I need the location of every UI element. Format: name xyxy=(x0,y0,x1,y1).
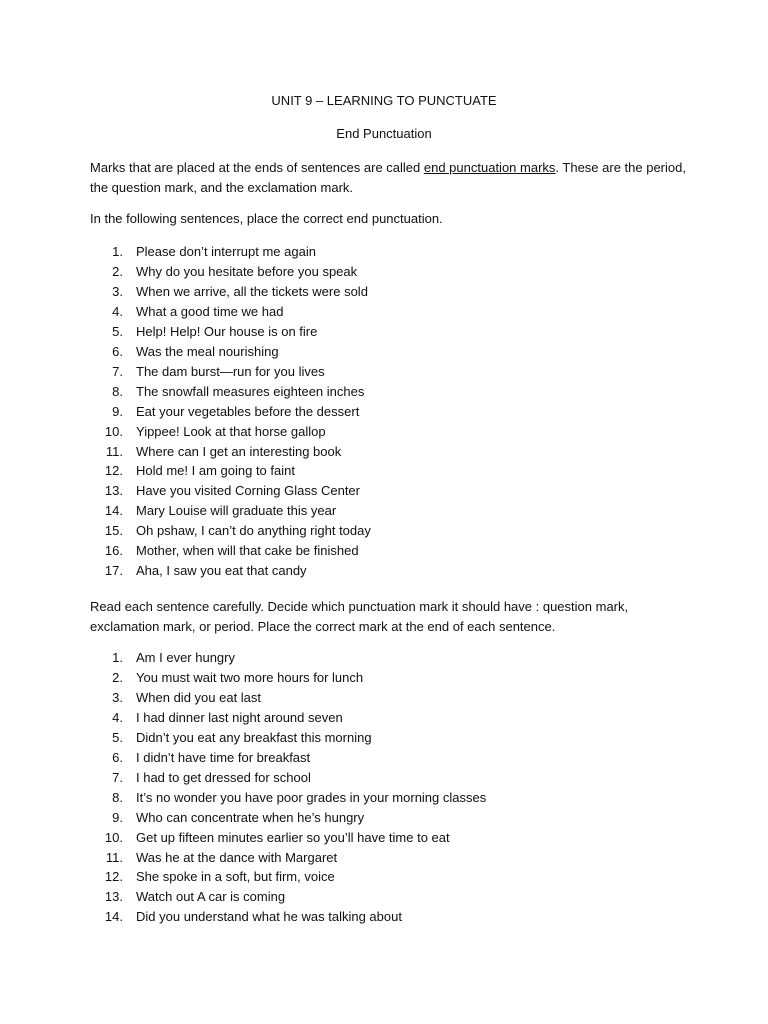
item-number: 12. xyxy=(104,869,123,885)
item-number: 1. xyxy=(112,650,123,665)
item-number: 8. xyxy=(112,383,123,399)
item-number: 14. xyxy=(104,503,123,519)
item-sentence: Why do you hesitate before you speak xyxy=(136,263,358,279)
intro-text-end: . These are the period, the question mark, and the exclamation mark. xyxy=(90,160,686,195)
item-sentence: Am I ever hungry xyxy=(136,650,235,665)
item-number: 3. xyxy=(112,689,123,705)
item-sentence: Who can concentrate when he’s hungry xyxy=(136,809,365,825)
item-sentence: You must wait two more hours for lunch xyxy=(136,669,364,685)
instruction-paragraph-2: Read each sentence carefully. Decide which punctuation mark it should have : question mark, exclamation mark, or period. Place the correct mark at the end of each sentence. xyxy=(90,599,629,634)
intro-paragraph xyxy=(90,158,690,198)
item-number: 4. xyxy=(112,709,123,725)
item-number: 13. xyxy=(104,889,123,905)
item-sentence: Please don’t interrupt me again xyxy=(136,244,316,259)
item-sentence: What a good time we had xyxy=(136,303,284,319)
intro-underlined-term: end punctuation marks xyxy=(423,160,556,175)
item-sentence: Mary Louise will graduate this year xyxy=(136,503,337,519)
item-sentence: Yippee! Look at that horse gallop xyxy=(136,423,326,439)
item-number: 2. xyxy=(112,263,123,279)
item-number: 17. xyxy=(104,563,123,579)
item-number: 15. xyxy=(104,523,123,539)
item-sentence: Aha, I saw you eat that candy xyxy=(136,563,307,579)
item-sentence: Where can I get an interesting book xyxy=(136,443,342,459)
item-sentence: The dam burst—run for you lives xyxy=(136,363,325,379)
item-sentence: Oh pshaw, I can’t do anything right today xyxy=(136,523,371,539)
item-sentence: Was he at the dance with Margaret xyxy=(136,849,338,865)
item-number: 14. xyxy=(104,909,123,925)
item-sentence: Get up fifteen minutes earlier so you’ll have time to eat xyxy=(136,829,450,845)
item-sentence: Was the meal nourishing xyxy=(136,343,279,359)
item-sentence: Eat your vegetables before the dessert xyxy=(136,403,360,419)
item-sentence: When we arrive, all the tickets were sold xyxy=(136,283,368,299)
item-sentence: When did you eat last xyxy=(136,689,262,705)
section-title: End Punctuation xyxy=(336,126,432,141)
item-number: 4. xyxy=(112,303,123,319)
item-number: 8. xyxy=(112,789,123,805)
item-sentence: Watch out A car is coming xyxy=(136,889,286,905)
item-number: 13. xyxy=(104,483,123,499)
item-number: 5. xyxy=(112,323,123,339)
item-sentence: I had to get dressed for school xyxy=(136,769,311,785)
item-number: 16. xyxy=(104,543,123,559)
item-number: 6. xyxy=(112,749,123,765)
item-sentence: Did you understand what he was talking about xyxy=(136,909,402,925)
item-sentence: It’s no wonder you have poor grades in your morning classes xyxy=(136,789,487,805)
item-sentence: I didn’t have time for breakfast xyxy=(136,749,311,765)
item-number: 3. xyxy=(112,283,123,299)
item-number: 10. xyxy=(104,423,123,439)
item-number: 5. xyxy=(112,729,123,745)
item-number: 2. xyxy=(112,669,123,685)
item-number: 11. xyxy=(105,443,123,459)
item-sentence: Didn’t you eat any breakfast this morning xyxy=(136,729,372,745)
item-sentence: I had dinner last night around seven xyxy=(136,709,343,725)
item-number: 1. xyxy=(112,244,123,259)
item-number: 9. xyxy=(112,403,123,419)
item-sentence: Have you visited Corning Glass Center xyxy=(136,483,360,499)
item-number: 11. xyxy=(105,849,123,865)
unit-title: UNIT 9 – LEARNING TO PUNCTUATE xyxy=(271,93,497,108)
item-number: 7. xyxy=(112,769,123,785)
item-sentence: Mother, when will that cake be finished xyxy=(136,543,359,559)
item-number: 7. xyxy=(112,363,123,379)
item-number: 10. xyxy=(104,829,123,845)
item-number: 6. xyxy=(112,343,123,359)
instruction-paragraph-1: In the following sentences, place the correct end punctuation. xyxy=(90,211,443,226)
item-sentence: Help! Help! Our house is on fire xyxy=(136,323,318,339)
item-sentence: She spoke in a soft, but firm, voice xyxy=(136,869,335,885)
item-sentence: Hold me! I am going to faint xyxy=(136,463,295,479)
item-number: 12. xyxy=(104,463,123,479)
item-sentence: The snowfall measures eighteen inches xyxy=(136,383,365,399)
intro-text-start: Marks that are placed at the ends of sentences are called xyxy=(90,160,424,175)
item-number: 9. xyxy=(112,809,123,825)
